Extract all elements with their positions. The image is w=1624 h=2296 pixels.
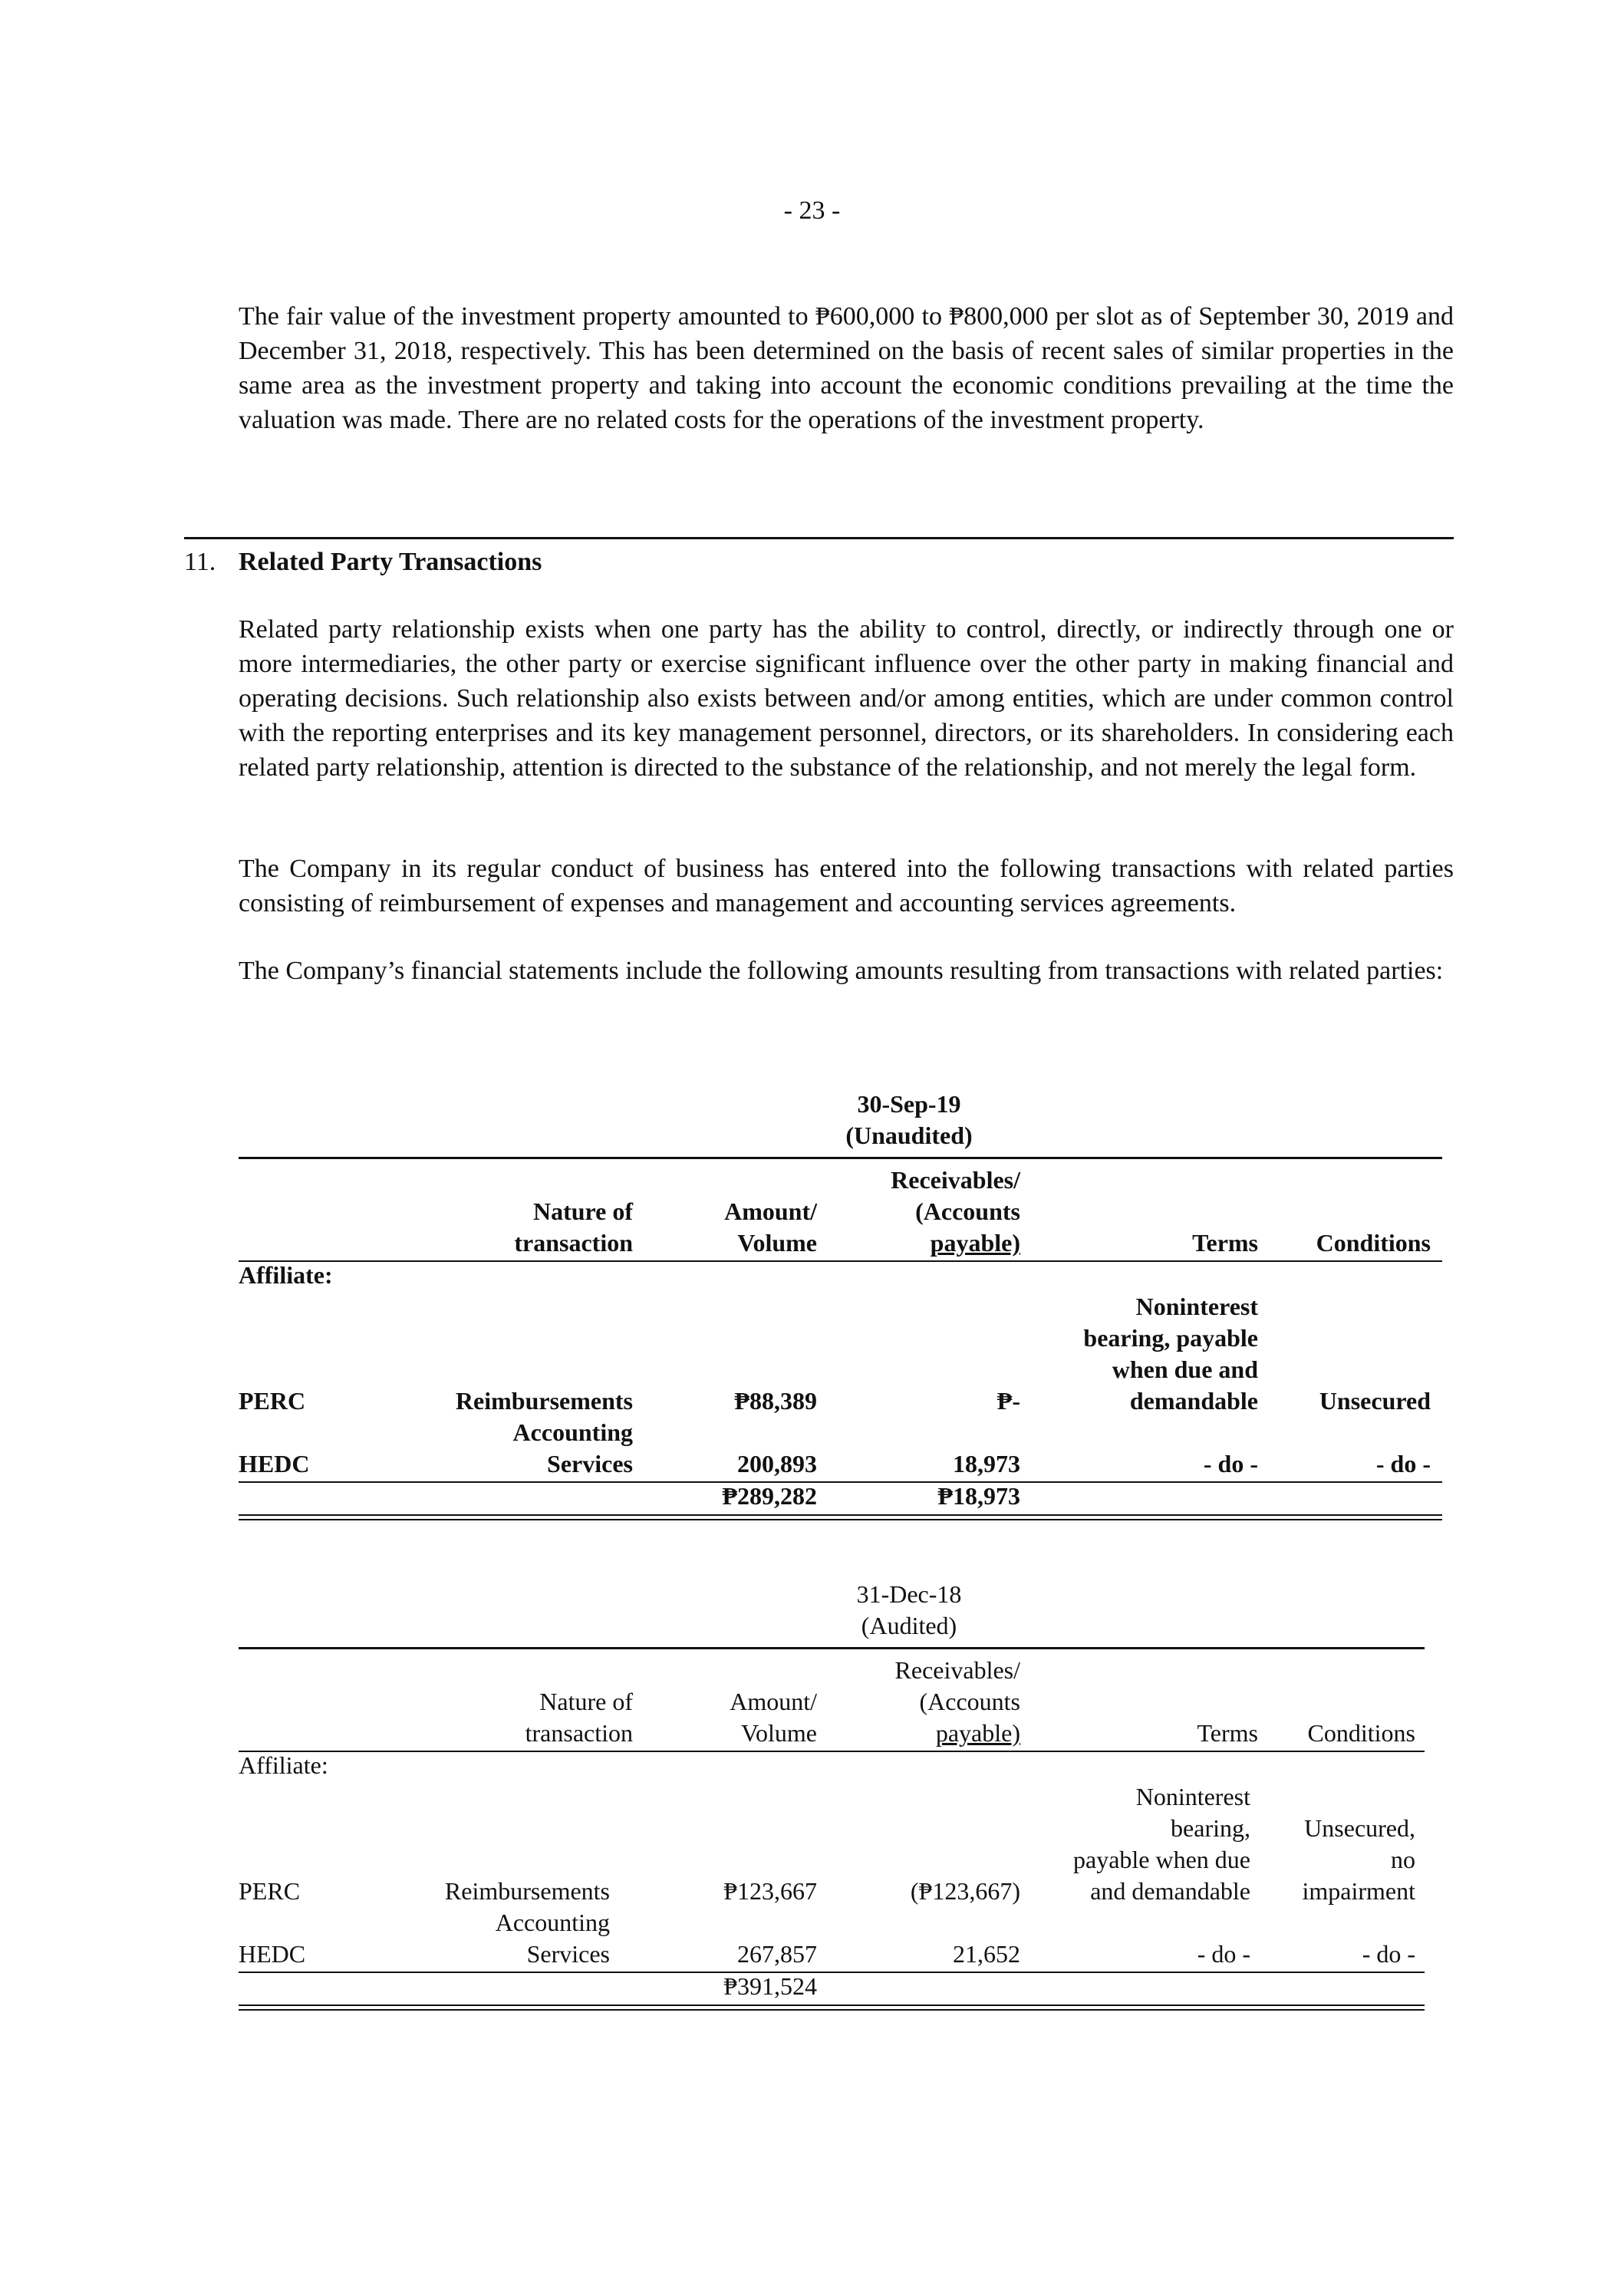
table-period: 30-Sep-19 [857, 1090, 961, 1118]
row-conditions: - do - [1375, 1450, 1431, 1477]
row-party: HEDC [239, 1450, 310, 1477]
row-amount: ₱123,667 [723, 1877, 817, 1905]
paragraph-statements: The Company’s financial statements include the following amounts resulting from transactions with related parties: [239, 957, 1444, 985]
section-title: Related Party Transactions [239, 548, 542, 576]
header-amount: Volume [741, 1719, 817, 1747]
header-receivables: Receivables/ [894, 1656, 1020, 1684]
page-number: - 23 - [783, 196, 841, 225]
row-terms: Noninterest [1135, 1783, 1250, 1810]
total-rule-2 [239, 2009, 1425, 2011]
row-terms: - do - [1197, 1940, 1250, 1968]
row-party: PERC [239, 1387, 306, 1415]
row-nature: Accounting [512, 1418, 633, 1446]
header-conditions: Conditions [1307, 1719, 1415, 1747]
row-party: PERC [239, 1877, 301, 1905]
row-nature: Services [526, 1940, 610, 1968]
group-label: Affiliate: [239, 1751, 328, 1779]
header-nature: Nature of [539, 1688, 633, 1715]
row-party: HEDC [239, 1940, 306, 1968]
table-top-rule [239, 1647, 1425, 1649]
row-terms: when due and [1112, 1356, 1258, 1383]
total-amount: ₱391,524 [723, 1972, 817, 2000]
row-amount: 267,857 [737, 1940, 817, 1968]
total-amount: ₱289,282 [722, 1482, 817, 1510]
row-receivable: ₱- [996, 1387, 1020, 1415]
row-amount: ₱88,389 [734, 1387, 817, 1415]
header-nature: Nature of [532, 1197, 633, 1225]
paragraph-company-business: The Company in its regular conduct of business has entered into the following transactions with related parties consisting of reimbursement of expenses and management and accounting services agreements. [239, 855, 1454, 917]
row-nature: Accounting [495, 1909, 610, 1936]
row-receivable: (₱123,667) [910, 1877, 1020, 1905]
header-receivables: payable) [935, 1719, 1020, 1747]
row-nature: Reimbursements [455, 1387, 633, 1415]
row-receivable: 21,652 [953, 1940, 1020, 1968]
table-audit-status: (Audited) [861, 1612, 957, 1639]
row-conditions: impairment [1302, 1877, 1415, 1905]
header-receivables: payable) [930, 1229, 1020, 1257]
total-rule-1 [239, 2004, 1425, 2006]
group-label: Affiliate: [239, 1261, 333, 1289]
row-nature: Reimbursements [444, 1877, 610, 1905]
row-terms: and demandable [1090, 1877, 1250, 1905]
table-audit-status: (Unaudited) [845, 1122, 973, 1149]
header-terms: Terms [1197, 1719, 1258, 1747]
row-conditions: - do - [1362, 1940, 1415, 1968]
row-terms: demandable [1129, 1387, 1258, 1415]
row-receivable: 18,973 [953, 1450, 1020, 1477]
header-amount: Amount/ [724, 1197, 817, 1225]
header-conditions: Conditions [1316, 1229, 1431, 1257]
section-number: 11. [184, 548, 216, 576]
header-receivables: Receivables/ [891, 1166, 1020, 1194]
row-terms: bearing, payable [1083, 1324, 1258, 1352]
paragraph-relationship: Related party relationship exists when one party has the ability to control, directly, or indirectly through one or more intermediaries, the other party or exercise significant influence over the other party in making financial and operating decisions. Such relationship also exists between and/or among entities, which are under common control with the reporting enterprises and its key management personnel, directors, or its shareholders. In considering each related party relationship, attention is directed to the substance of the relationship, and not merely the legal form. [239, 615, 1454, 782]
header-amount: Amount/ [730, 1688, 817, 1715]
row-terms: Noninterest [1135, 1293, 1258, 1320]
row-conditions: no [1391, 1846, 1415, 1873]
total-receivable: ₱18,973 [937, 1482, 1020, 1510]
row-conditions: Unsecured [1319, 1387, 1431, 1415]
row-terms: - do - [1203, 1450, 1258, 1477]
paragraph-fair-value: The fair value of the investment property amounted to ₱600,000 to ₱800,000 per slot as of September 30, 2019 and December 31, 2018, respectively. This has been determined on the basis of recent sales of similar properties in the same area as the investment property and taking into account the economic conditions prevailing at the time the valuation was made. There are no related costs for the operations of the investment property. [239, 302, 1454, 434]
header-terms: Terms [1192, 1229, 1258, 1257]
row-amount: 200,893 [737, 1450, 817, 1477]
header-rule [239, 1751, 1425, 1752]
header-amount: Volume [737, 1229, 817, 1257]
row-terms: bearing, [1171, 1814, 1250, 1842]
subtotal-rule [239, 1972, 1425, 1973]
header-receivables: (Accounts [915, 1197, 1020, 1225]
header-nature: transaction [525, 1719, 633, 1747]
header-nature: transaction [514, 1229, 633, 1257]
row-nature: Services [547, 1450, 633, 1477]
header-receivables: (Accounts [919, 1688, 1020, 1715]
row-terms: payable when due [1072, 1846, 1250, 1873]
table-period: 31-Dec-18 [856, 1580, 962, 1608]
row-conditions: Unsecured, [1304, 1814, 1415, 1842]
